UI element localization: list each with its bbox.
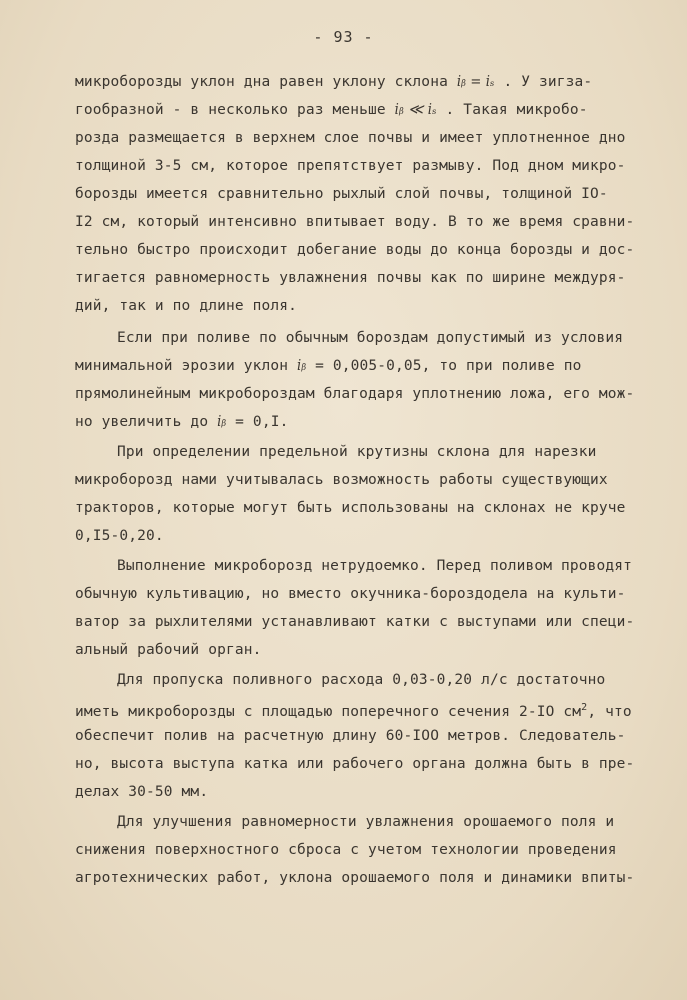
text-line (75, 72, 615, 92)
text-line (117, 670, 657, 690)
formula: iᵦ ≪ iₛ (394, 102, 437, 118)
formula: iᵦ (297, 358, 307, 374)
line-text: При определении предельной крутизны склона для нарезки (117, 444, 597, 460)
line-text-end: , что (587, 703, 632, 720)
text-line (75, 868, 635, 888)
line-text: Выполнение микроборозд нетрудоемко. Перед поливом проводят (117, 558, 633, 574)
line-text: дий, так и по длине поля. (75, 298, 297, 314)
text-line (75, 268, 626, 288)
text-line (117, 442, 657, 462)
line-text: гообразной - в несколько раз меньше (75, 102, 395, 118)
text-line (75, 698, 632, 722)
line-text: толщиной 3-5 см, которое препятствует размыву. Под дном микро- (75, 158, 626, 174)
line-text-end: . Такая микробо- (436, 102, 588, 118)
page-number: - 93 - (313, 28, 374, 46)
superscript: 2 (581, 702, 588, 713)
line-text: розда размещается в верхнем слое почвы и имеет уплотненное дно (75, 130, 626, 146)
line-text-end: . У зигза- (494, 74, 593, 90)
line-text: микроборозды уклон дна равен уклону склона (75, 74, 457, 90)
line-text: Если при поливе по обычным бороздам допустимый из условия (117, 330, 624, 346)
text-line (75, 526, 615, 546)
text-line (117, 812, 657, 832)
text-line (117, 328, 657, 348)
line-text: но увеличить до (75, 414, 218, 430)
line-text: снижения поверхностного сброса с учетом технологии проведения (75, 842, 617, 858)
line-text-end: = 0,I. (226, 414, 289, 430)
line-text: агротехнических работ, уклона орошаемого поля и динамики впиты- (75, 870, 635, 886)
text-line (75, 754, 635, 774)
text-line (75, 840, 615, 860)
line-text: делах 30-50 мм. (75, 784, 209, 800)
text-line (75, 584, 626, 604)
line-text: I2 см, который интенсивно впитывает воду. В то же время сравни- (75, 214, 635, 230)
text-line (75, 184, 615, 204)
text-line (75, 498, 626, 518)
text-line (75, 356, 615, 376)
line-text: иметь микроборозды с площадью поперечного сечения 2-IO см (75, 703, 582, 720)
formula: iᵦ = iₛ (456, 74, 495, 90)
line-text: Для улучшения равномерности увлажнения орошаемого поля и (117, 814, 615, 830)
text-line (75, 726, 626, 746)
line-text: тельно быстро происходит добегание воды до конца борозды и дос- (75, 242, 635, 258)
text-line (75, 640, 615, 660)
line-text: прямолинейным микробороздам благодаря уплотнению ложа, его мож- (75, 386, 635, 402)
text-line (117, 556, 657, 576)
text-line (75, 612, 635, 632)
line-text: минимальной эрозии уклон (75, 358, 297, 374)
line-text: тракторов, которые могут быть использованы на склонах не круче (75, 500, 626, 516)
text-line (75, 128, 626, 148)
text-line (75, 296, 615, 316)
line-text: Для пропуска поливного расхода 0,03-0,20 л/с достаточно (117, 672, 606, 688)
line-text: тигается равномерность увлажнения почвы как по ширине междуря- (75, 270, 626, 286)
formula: iᵦ (217, 414, 227, 430)
text-line (75, 212, 635, 232)
line-text: обычную культивацию, но вместо окучника-бороздодела на культи- (75, 586, 626, 602)
line-text: но, высота выступа катка или рабочего органа должна быть в пре- (75, 756, 635, 772)
line-text: альный рабочий орган. (75, 642, 262, 658)
text-line (75, 412, 615, 432)
text-line (75, 470, 615, 490)
line-text: ватор за рыхлителями устанавливают катки с выступами или специ- (75, 614, 635, 630)
line-text: обеспечит полив на расчетную длину 60-IOO метров. Следователь- (75, 728, 626, 744)
line-text: 0,I5-0,20. (75, 528, 164, 544)
line-text-end: = 0,005-0,05, то при поливе по (306, 358, 582, 374)
text-line (75, 240, 635, 260)
text-line (75, 156, 626, 176)
line-text: микроборозд нами учитывалась возможность работы существующих (75, 472, 608, 488)
line-text: борозды имеется сравнительно рыхлый слой почвы, толщиной IO- (75, 186, 608, 202)
text-line (75, 100, 615, 120)
text-line (75, 384, 635, 404)
text-line (75, 782, 615, 802)
